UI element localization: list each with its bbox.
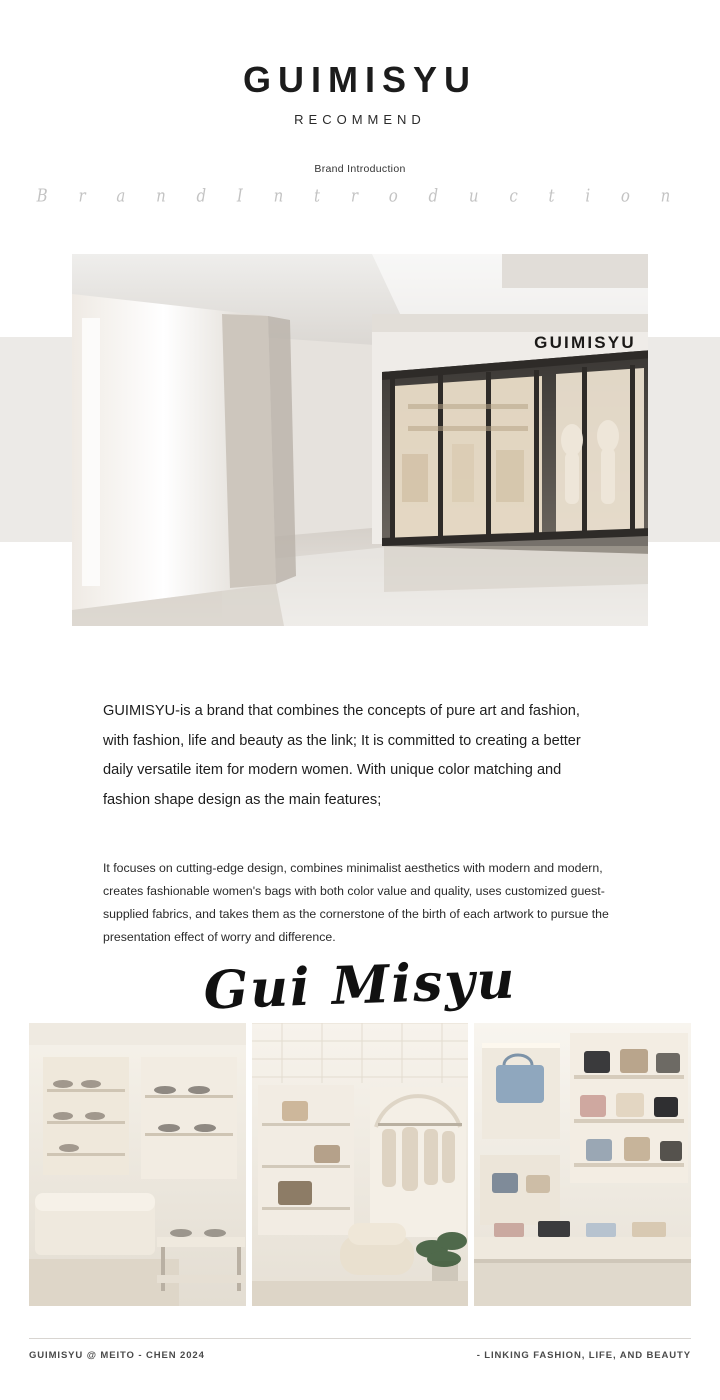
section-label-brand-introduction: Brand Introduction: [314, 163, 406, 175]
gallery-item-3: [474, 1023, 691, 1306]
gallery-item-2: [252, 1023, 469, 1306]
decorative-script-text: B r a n d I n t r o d u c t i o n: [36, 185, 684, 207]
page-subtitle: RECOMMEND: [294, 112, 426, 127]
footer-tagline: - LINKING FASHION, LIFE, AND BEAUTY: [476, 1350, 691, 1361]
gallery-item-1: [29, 1023, 246, 1306]
hero-storefront-image: [72, 254, 648, 626]
gallery: [29, 1023, 691, 1306]
footer-divider: [29, 1338, 691, 1339]
brand-signature: Gui Misyu: [202, 949, 518, 1022]
brand-paragraph-primary: GUIMISYU-is a brand that combines the concepts of pure art and fashion, with fashion, life and beauty as the link; It is committed to creating a better daily versatile item for modern women. With unique color matching and fashion shape design as the main features;: [103, 702, 581, 809]
footer-credit: GUIMISYU @ MEITO - CHEN 2024: [29, 1350, 205, 1361]
brand-paragraph-secondary: It focuses on cutting-edge design, combines minimalist aesthetics with modern and modern, creates fashionable women's bags with both color value and quality, uses customized guest-supplied fabrics, and takes them as the cornerstone of the birth of each artwork to pursue the presentation effect of worry and difference.: [103, 861, 609, 944]
svg-text:GUIMISYU: GUIMISYU: [534, 333, 636, 352]
footer: [29, 1350, 691, 1361]
page-title: GUIMISYU: [242, 59, 477, 100]
